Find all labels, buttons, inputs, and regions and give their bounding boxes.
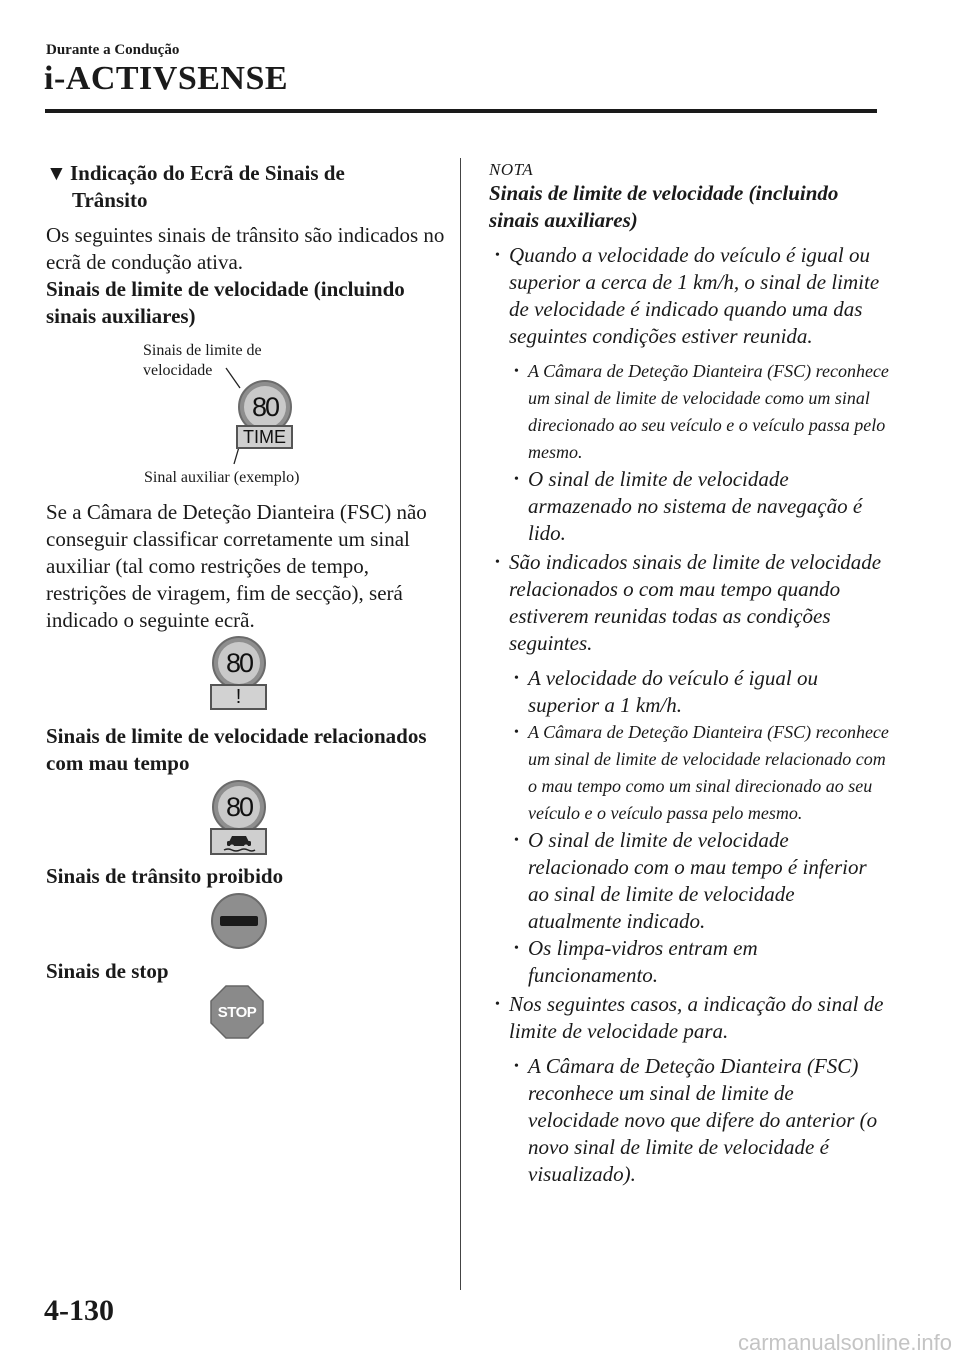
- car-skid-icon: [221, 832, 257, 852]
- fsc-paragraph: Se a Câmara de Deteção Dianteira (FSC) não conseguir classificar corretamente um sinal auxiliar (tal como restrições de tempo, restrições de viragem, fim de secção), será indicado o seguinte ecrã.: [46, 500, 427, 632]
- bullet-dot-icon: •: [514, 364, 519, 379]
- page-number: 4-130: [44, 1294, 114, 1327]
- bullet-text: A velocidade do veículo é igual ou superior a 1 km/h.: [528, 666, 819, 717]
- triangle-bullet-icon: ▼: [46, 161, 67, 185]
- heading-line-2: Trânsito: [72, 188, 148, 212]
- chapter-title: i-ACTIVSENSE: [44, 60, 289, 97]
- watermark: carmanualsonline.info: [737, 1330, 952, 1355]
- bullet-dot-icon: •: [495, 997, 500, 1012]
- bad-weather-plate: [210, 828, 267, 855]
- section-label: Durante a Condução: [46, 42, 180, 58]
- bullet-dot-icon: •: [495, 555, 500, 570]
- section-heading: [46, 160, 446, 214]
- stop-heading: Sinais de stop: [46, 959, 169, 983]
- bullet-text: Quando a velocidade do veículo é igual ou superior a cerca de 1 km/h, o sinal de limite de velocidade é indicado quando uma das seguintes condições estiver reunida.: [509, 243, 880, 348]
- bullet-dot-icon: •: [514, 472, 519, 487]
- bullet-text: Nos seguintes casos, a indicação do sinal de limite de velocidade para.: [509, 992, 884, 1043]
- auxiliary-plate: TIME: [236, 425, 293, 449]
- speed-limit-heading: Sinais de limite de velocidade (incluindo sinais auxiliares): [46, 277, 405, 328]
- bad-weather-heading: Sinais de limite de velocidade relacionados com mau tempo: [46, 724, 427, 775]
- intro-paragraph: Os seguintes sinais de trânsito são indicados no ecrã de condução ativa.: [46, 223, 445, 274]
- bullet-dot-icon: •: [514, 941, 519, 956]
- bullet-dot-icon: •: [495, 248, 500, 263]
- stop-label: STOP: [217, 1003, 257, 1021]
- callout-line-2: velocidade: [143, 362, 213, 379]
- speed-limit-sign-icon: [212, 636, 266, 690]
- bullet-dot-icon: •: [514, 833, 519, 848]
- sub-bullet-item: [489, 466, 889, 547]
- note-title: NOTA: [489, 160, 534, 179]
- bullet-text: O sinal de limite de velocidade armazenado no sistema de navegação é lido.: [528, 467, 863, 545]
- bullet-text: A Câmara de Deteção Dianteira (FSC) reconhece um sinal de limite de velocidade relacionado com o mau tempo como um sinal direcionado ao seu veículo e o veículo passa pelo mesmo.: [528, 722, 889, 823]
- sub-bullet-item: [489, 358, 889, 466]
- bullet-text: A Câmara de Deteção Dianteira (FSC) reconhece um sinal de limite de velocidade como um sinal direcionado ao seu veículo e o veículo passa pelo mesmo.: [528, 361, 889, 462]
- bullet-item: [489, 991, 889, 1045]
- bullet-text: Os limpa-vidros entram em funcionamento.: [528, 936, 758, 987]
- callout-auxiliary-sign: Sinal auxiliar (exemplo): [144, 469, 300, 486]
- stop-sign-icon: [210, 985, 264, 1039]
- speed-limit-value: 80: [244, 386, 286, 428]
- bullet-text: São indicados sinais de limite de velocidade relacionados o com mau tempo quando estiverem reunidas todas as condições seguintes.: [509, 550, 882, 655]
- note-subtitle: Sinais de limite de velocidade (incluindo sinais auxiliares): [489, 181, 839, 232]
- no-entry-heading: Sinais de trânsito proibido: [46, 864, 284, 888]
- sub-bullet-item: [489, 1053, 889, 1188]
- callout-line-1: Sinais de limite de: [143, 342, 262, 359]
- sub-bullet-item: [489, 935, 889, 989]
- column-divider: [460, 158, 461, 1290]
- speed-limit-value: 80: [218, 786, 260, 828]
- bullet-item: [489, 549, 889, 657]
- header-rule: [45, 109, 877, 113]
- unknown-auxiliary-plate: !: [210, 684, 267, 710]
- no-entry-icon: [210, 892, 268, 950]
- bullet-dot-icon: •: [514, 725, 519, 740]
- bullet-dot-icon: •: [514, 671, 519, 686]
- bullet-text: A Câmara de Deteção Dianteira (FSC) reconhece um sinal de limite de velocidade novo que difere do anterior (o novo sinal de limite de velocidade é visualizado).: [528, 1054, 878, 1186]
- sub-bullet-item: [489, 827, 889, 935]
- note-column: [489, 160, 889, 1188]
- left-column: [46, 160, 446, 330]
- speed-limit-value: 80: [218, 642, 260, 684]
- bullet-item: [489, 242, 889, 350]
- bullet-dot-icon: •: [514, 1059, 519, 1074]
- bullet-text: O sinal de limite de velocidade relacionado com o mau tempo é inferior ao sinal de limite de velocidade atualmente indicado.: [528, 828, 867, 933]
- speed-limit-sign-icon: [212, 780, 266, 834]
- sub-bullet-item: [489, 665, 889, 719]
- sub-bullet-item: [489, 719, 889, 827]
- heading-line-1: Indicação do Ecrã de Sinais de: [70, 161, 345, 185]
